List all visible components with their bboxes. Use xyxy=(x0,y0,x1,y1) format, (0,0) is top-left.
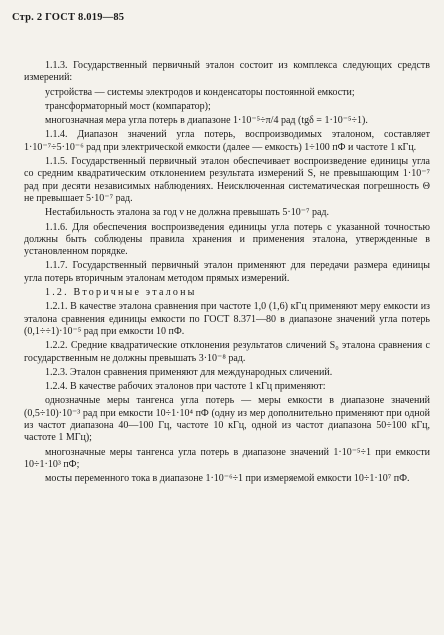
list-item-ac-bridges: мосты переменного тока в диапазоне 1·10⁻⁶÷1 при измеряемой емкости 10÷1·10⁷ пФ. xyxy=(45,473,410,485)
paragraph-1-2-3: 1.2.3. Эталон сравнения применяют для международных сличений. xyxy=(45,366,333,378)
paragraph-1-2-2: 1.2.2. Средние квадратические отклонения результатов сличений S₀ эталона сравнения с государственным не должны превышать 3·10⁻⁸ рад. xyxy=(24,340,430,364)
paragraph-1-1-5: 1.1.5. Государственный первичный эталон обеспечивает воспроизведение единицы угла со средним квадратическим отклонением результата измерений S, не превышающим 1·10⁻⁷ рад при десяти независимых наблюдениях. Неисключенная систематическая погрешность Θ не превышает 5·10⁻⁷ рад. xyxy=(24,156,430,204)
list-item-electrodes: устройства — системы электродов и конденсаторы постоянной емкости; xyxy=(45,86,355,98)
paragraph-1-2-4: 1.2.4. В качестве рабочих эталонов при частоте 1 кГц применяют: xyxy=(45,381,326,393)
section-heading-secondary-standards: 1.2. Вторичные эталоны xyxy=(45,287,197,299)
list-item-multi-value-measures: многозначные меры тангенса угла потерь в диапазоне значений 1·10⁻⁵÷1 при емкости 10÷1·10³ пФ; xyxy=(24,446,430,470)
list-item-single-value-measures: однозначные меры тангенса угла потерь — меры емкости в диапазоне значений (0,5÷10)·10⁻³ рад при емкости 10÷1·10⁴ пФ (одну из мер дополнительно применяют при одной из частот диапазона 40—100 Гц, частоте 10 кГц, одной из частот диапазона 50÷100 кГц, частоте 1 МГц); xyxy=(24,395,430,444)
paragraph-1-1-4: 1.1.4. Диапазон значений угла потерь, воспроизводимых эталоном, составляет 1·10⁻⁷÷5·10⁻⁶ рад при электрической емкости (далее — емкость) 1÷100 пФ и частоте 1 кГц. xyxy=(24,129,430,153)
paragraph-1-1-6: 1.1.6. Для обеспечения воспроизведения единицы угла потерь с указанной точностью должны быть соблюдены правила хранения и применения эталона, утвержденные в установленном порядке. xyxy=(24,221,430,258)
paragraph-1-1-3: 1.1.3. Государственный первичный эталон состоит из комплекса следующих средств измерений: xyxy=(24,60,430,84)
paragraph-1-2-1: 1.2.1. В качестве эталона сравнения при частоте 1,0 (1,6) кГц применяют меру емкости из эталона сравнения единицы емкости по ГОСТ 8.371—80 в диапазоне значений угла потерь (0,1÷÷1)·10⁻⁵ рад при емкости 10 пФ. xyxy=(24,301,430,337)
paragraph-instability: Нестабильность эталона за год ν не должна превышать 5·10⁻⁷ рад. xyxy=(45,207,329,219)
page-header: Стр. 2 ГОСТ 8.019—85 xyxy=(12,12,125,23)
list-item-measure: многозначная мера угла потерь в диапазоне 1·10⁻⁵÷π/4 рад (tgδ = 1·10⁻⁵÷1). xyxy=(45,115,368,127)
document-body xyxy=(24,60,430,488)
paragraph-1-1-7: 1.1.7. Государственный первичный эталон применяют для передачи размера единицы угла потерь вторичным эталонам методом прямых измерений. xyxy=(24,260,430,284)
list-item-bridge: трансформаторный мост (компаратор); xyxy=(45,100,211,112)
